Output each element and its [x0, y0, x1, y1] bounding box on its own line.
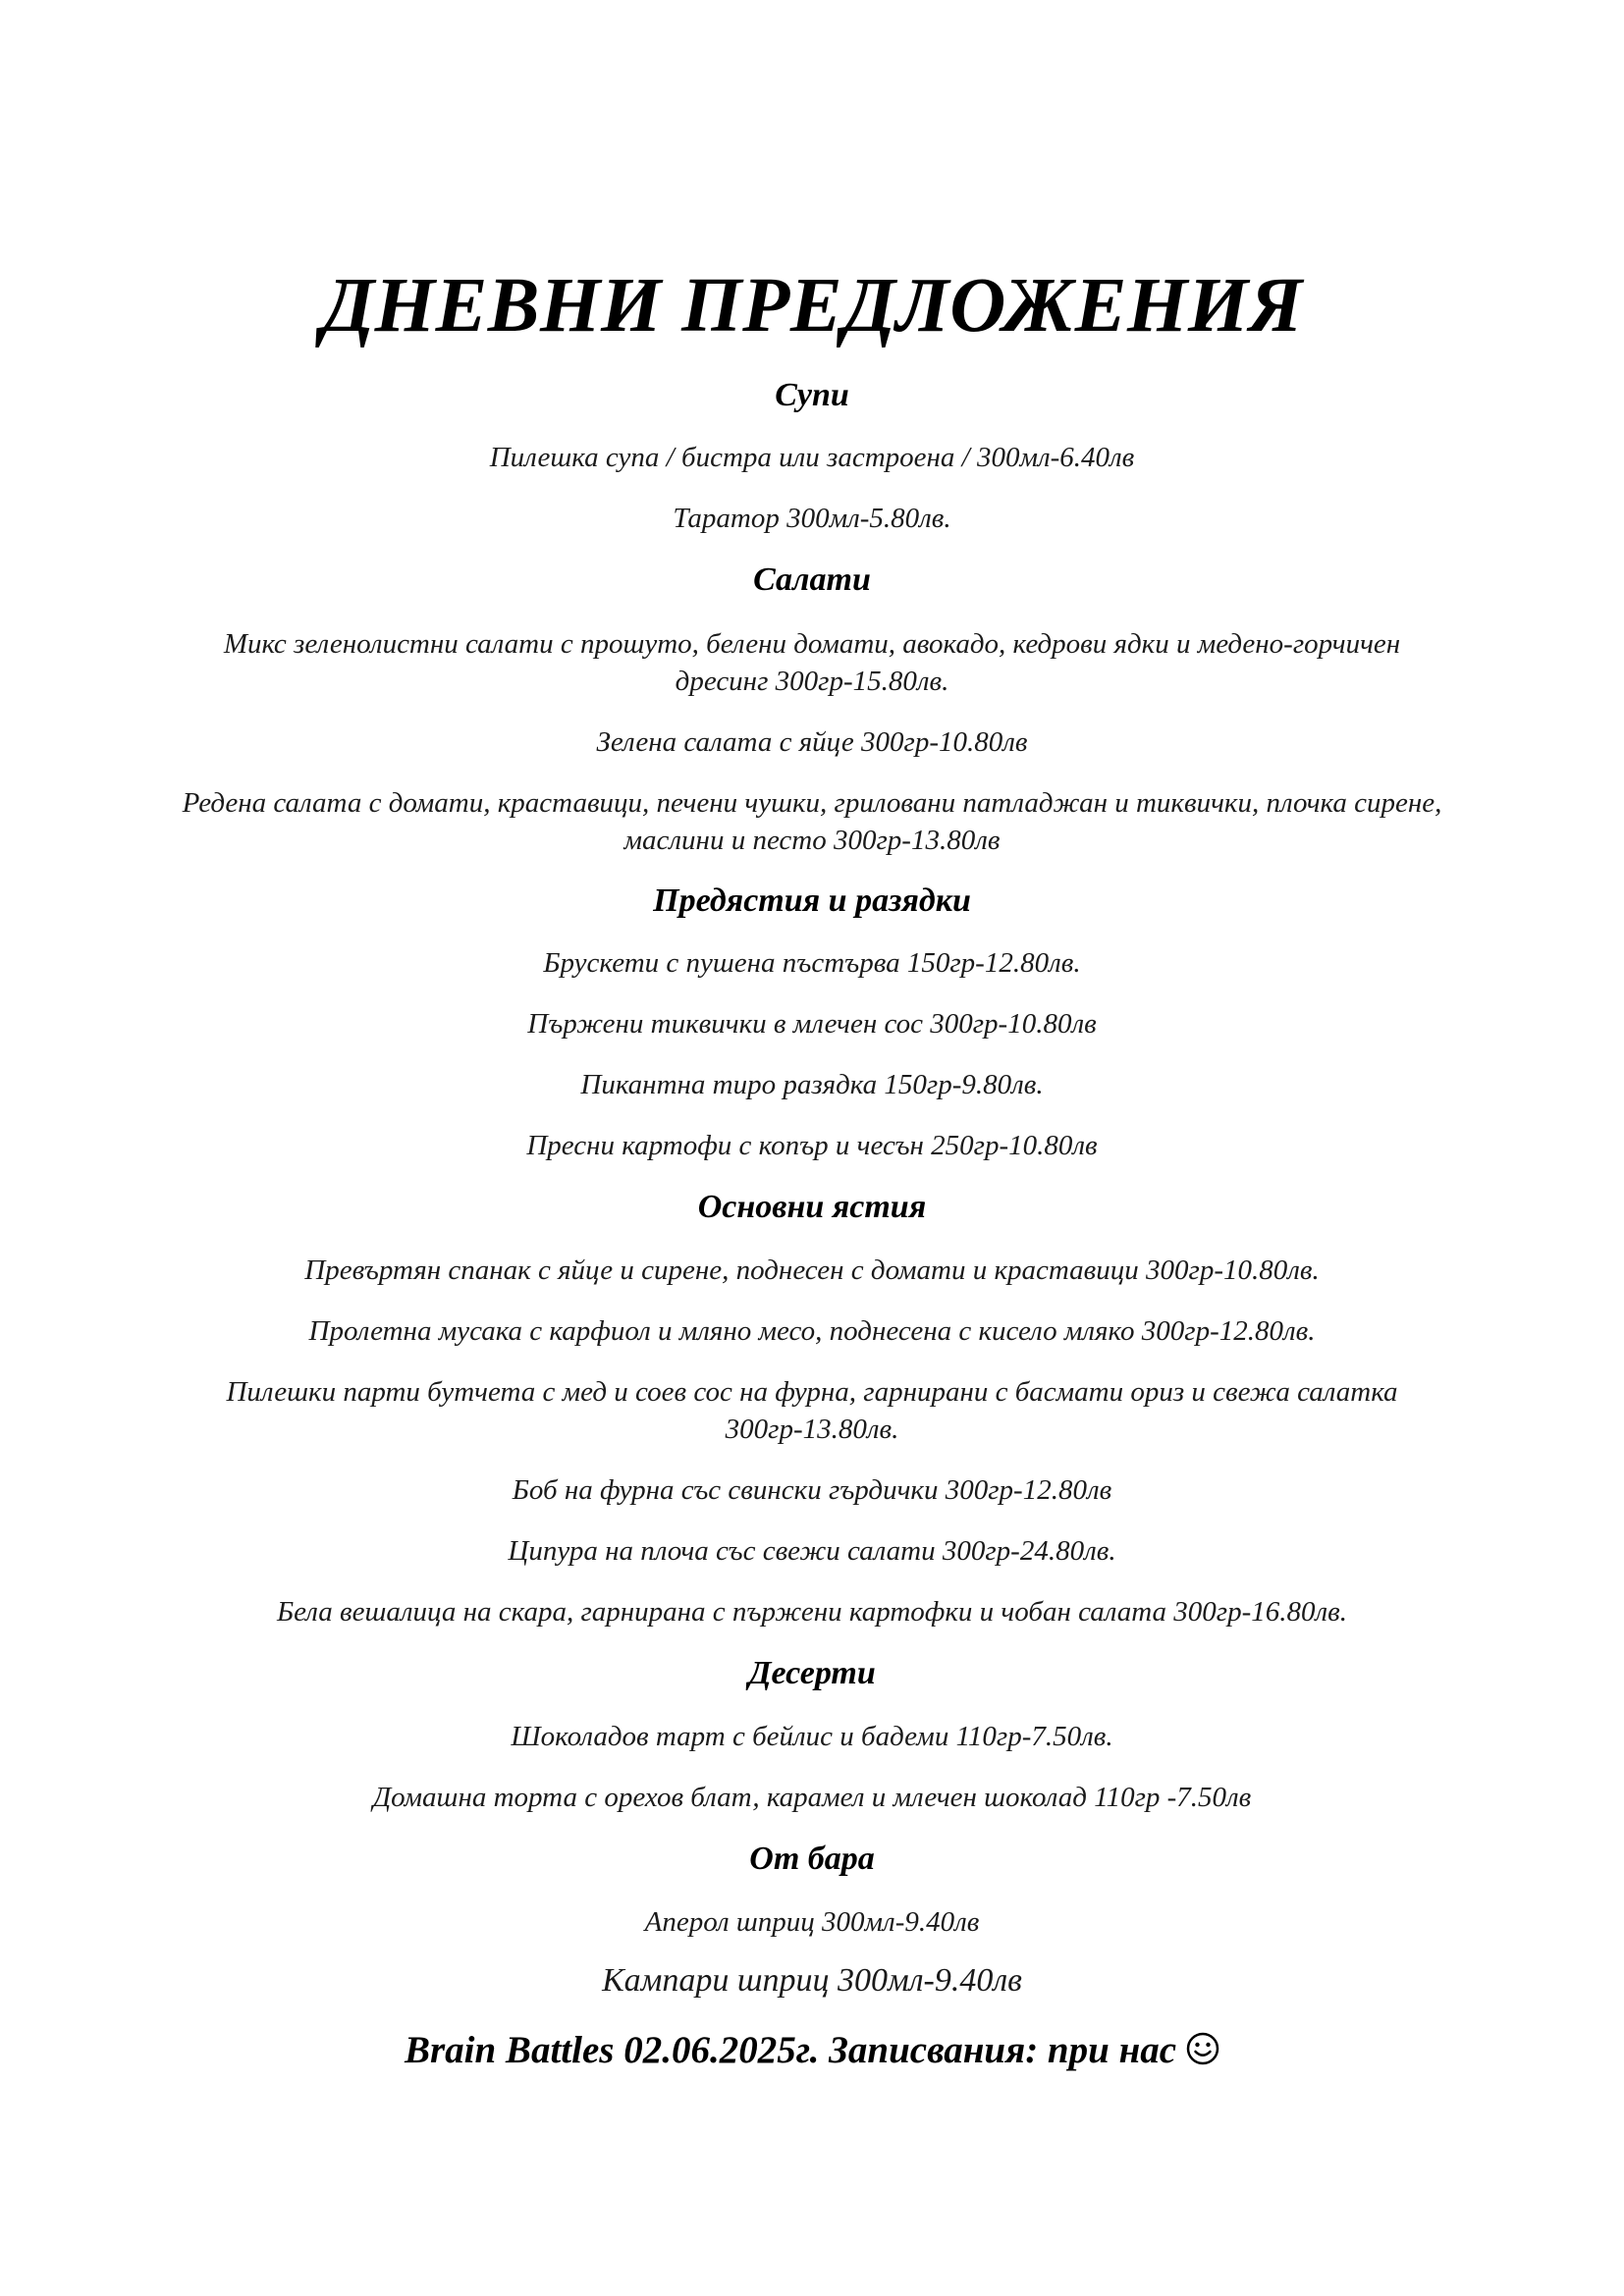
menu-item: Ципура на плоча със свежи салати 300гр-24.80лв.: [508, 1535, 1116, 1567]
menu-item: Пролетна мусака с карфиол и мляно месо, поднесена с кисело мляко 300гр-12.80лв.: [308, 1315, 1316, 1347]
menu-item: Пикантна тиро разядка 150гр-9.80лв.: [580, 1069, 1044, 1100]
section-heading-desserts: Десерти: [748, 1655, 876, 1691]
menu-item: Кампари шприц 300мл-9.40лв: [602, 1962, 1022, 1999]
menu-item: Домашна торта с орехов блат, карамел и млечен шоколад 110гр -7.50лв: [372, 1782, 1252, 1813]
menu-item: Превъртян спанак с яйце и сирене, поднесен с домати и краставици 300гр-10.80лв.: [304, 1255, 1320, 1286]
page-title: ДНЕВНИ ПРЕДЛОЖЕНИЯ: [321, 263, 1303, 348]
section-heading-soups: Супи: [775, 377, 849, 413]
menu-item: Таратор 300мл-5.80лв.: [673, 503, 951, 534]
menu-item: Зелена салата с яйце 300гр-10.80лв: [596, 726, 1028, 758]
menu-item: Шоколадов тарт с бейлис и бадеми 110гр-7.50лв.: [511, 1721, 1113, 1752]
event-announcement: [0, 2027, 1624, 2074]
section-heading-appetizers: Предястия и разядки: [653, 882, 971, 919]
menu-item: Пилешка супа / бистра или застроена / 300мл-6.40лв: [489, 442, 1135, 473]
section-heading-bar: От бара: [749, 1841, 875, 1877]
menu-item: Пилешки парти бутчета с мед и соев сос на фурна, гарнирани с басмати ориз и свежа салатка 300гр-13.80лв.: [226, 1376, 1398, 1445]
menu-item: Брускети с пушена пъстърва 150гр-12.80лв.: [543, 947, 1081, 979]
menu-item: Пресни картофи с копър и чесън 250гр-10.80лв: [526, 1130, 1098, 1161]
menu-item: Аперол шприц 300мл-9.40лв: [644, 1906, 980, 1938]
menu-item: Пържени тиквички в млечен сос 300гр-10.80лв: [527, 1008, 1097, 1040]
menu-item: Бела вешалица на скара, гарнирана с пържени картофки и чобан салата 300гр-16.80лв.: [277, 1596, 1347, 1628]
section-heading-salads: Салати: [753, 561, 871, 598]
menu-item: Редена салата с домати, краставици, печени чушки, гриловани патладжан и тиквички, плочка сирене, маслини и песто 300гр-13.80лв: [182, 787, 1442, 856]
menu-item: Микс зеленолистни салати с прошуто, белени домати, авокадо, кедрови ядки и медено-горчичен дресинг 300гр-15.80лв.: [223, 628, 1401, 697]
menu-item: Боб на фурна със свински гърдички 300гр-12.80лв: [512, 1474, 1112, 1506]
event-announcement-text: Brain Battles 02.06.2025г. Записвания: при нас: [404, 2029, 1177, 2071]
smiley-icon: [1186, 2030, 1219, 2063]
section-heading-main-courses: Основни ястия: [697, 1189, 927, 1225]
